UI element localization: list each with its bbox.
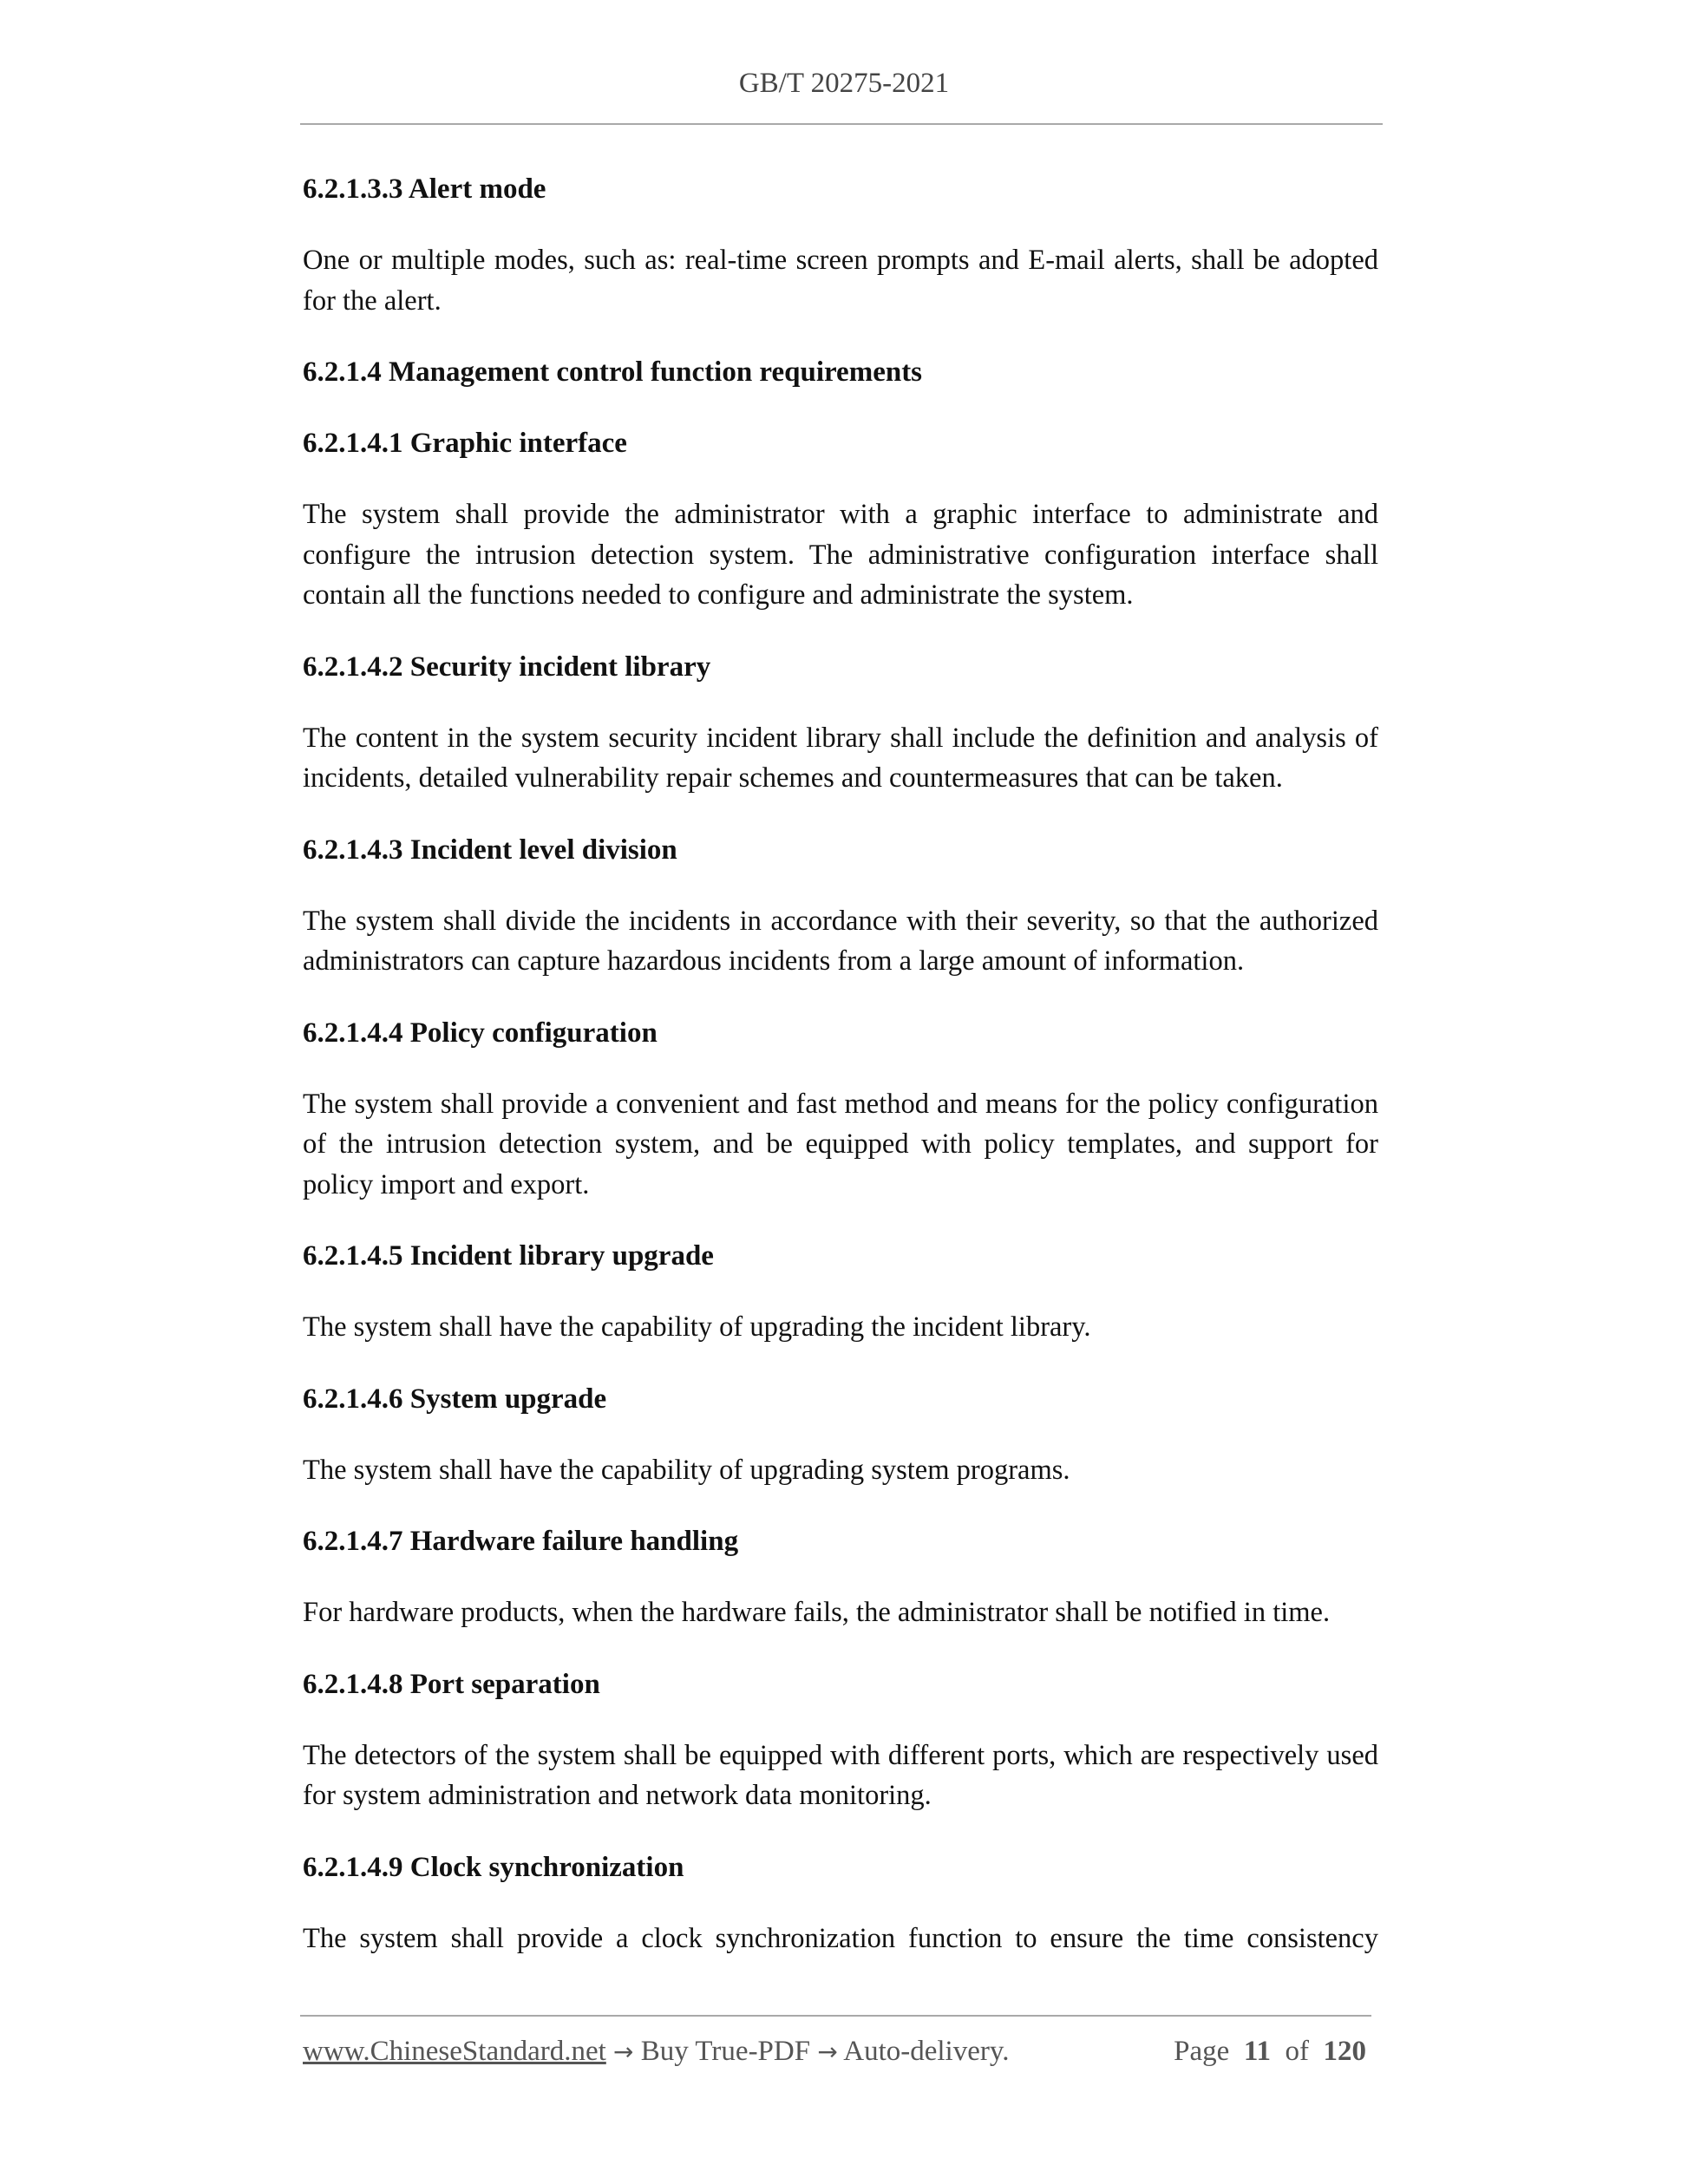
section-heading: 6.2.1.4.9 Clock synchronization [303, 1851, 684, 1883]
section-paragraph: The content in the system security incident library shall include the definition and analysis of incidents, detailed vulnerability repair schemes and countermeasures that can be taken. [303, 722, 1378, 794]
total-pages: 120 [1323, 2036, 1366, 2067]
section-heading: 6.2.1.4.1 Graphic interface [303, 428, 627, 459]
section-paragraph: The detectors of the system shall be equipped with different ports, which are respectively used for system administration and network data monitoring. [303, 1739, 1378, 1811]
website-link[interactable]: www.ChineseStandard.net [303, 2036, 606, 2067]
section-paragraph: The system shall provide the administrator with a graphic interface to administrate and configure the intrusion detection system. The administrative configuration interface shall contain all the functions needed to configure and administrate the system. [303, 499, 1378, 611]
section-heading: 6.2.1.4.5 Incident library upgrade [303, 1240, 714, 1272]
section-heading: 6.2.1.4.4 Policy configuration [303, 1017, 658, 1049]
section-heading: 6.2.1.4.7 Hardware failure handling [303, 1526, 739, 1557]
footer-promo [303, 2036, 1009, 2068]
section-heading: 6.2.1.4.2 Security incident library [303, 651, 711, 683]
page-counter [1174, 2036, 1366, 2068]
section-paragraph: The system shall provide a convenient and fast method and means for the policy configuration of the intrusion detection system, and be equipped with policy templates, and support for policy import and export. [303, 1088, 1378, 1200]
section-paragraph: The system shall divide the incidents in accordance with their severity, so that the authorized administrators can capture hazardous incidents from a large amount of information. [303, 905, 1378, 977]
footer-divider [300, 2015, 1371, 2017]
section-paragraph: One or multiple modes, such as: real-time screen prompts and E-mail alerts, shall be adopted for the alert. [303, 245, 1378, 317]
page-label: Page [1174, 2036, 1230, 2067]
document-body [303, 169, 1378, 1958]
buy-pdf-text: Buy True-PDF [640, 2036, 811, 2067]
section-paragraph: The system shall provide a clock synchronization function to ensure the time consistency [303, 1922, 1378, 1954]
arrow-right-icon: → [613, 2037, 634, 2066]
auto-delivery-text: Auto-delivery. [843, 2036, 1010, 2067]
section-heading: 6.2.1.4.3 Incident level division [303, 834, 677, 866]
section-paragraph: For hardware products, when the hardware fails, the administrator shall be notified in time. [303, 1597, 1331, 1628]
of-label: of [1285, 2036, 1309, 2067]
page-number: 11 [1243, 2036, 1271, 2067]
arrow-right-icon: → [817, 2037, 838, 2066]
section-paragraph: The system shall have the capability of upgrading the incident library. [303, 1311, 1091, 1343]
section-paragraph: The system shall have the capability of upgrading system programs. [303, 1454, 1070, 1486]
page-header-title: GB/T 20275-2021 [738, 68, 950, 99]
section-heading: 6.2.1.4.8 Port separation [303, 1668, 600, 1700]
section-heading: 6.2.1.4.6 System upgrade [303, 1383, 607, 1415]
header-divider [300, 123, 1383, 125]
section-heading: 6.2.1.4 Management control function requirements [303, 356, 923, 388]
section-heading: 6.2.1.3.3 Alert mode [303, 173, 546, 205]
